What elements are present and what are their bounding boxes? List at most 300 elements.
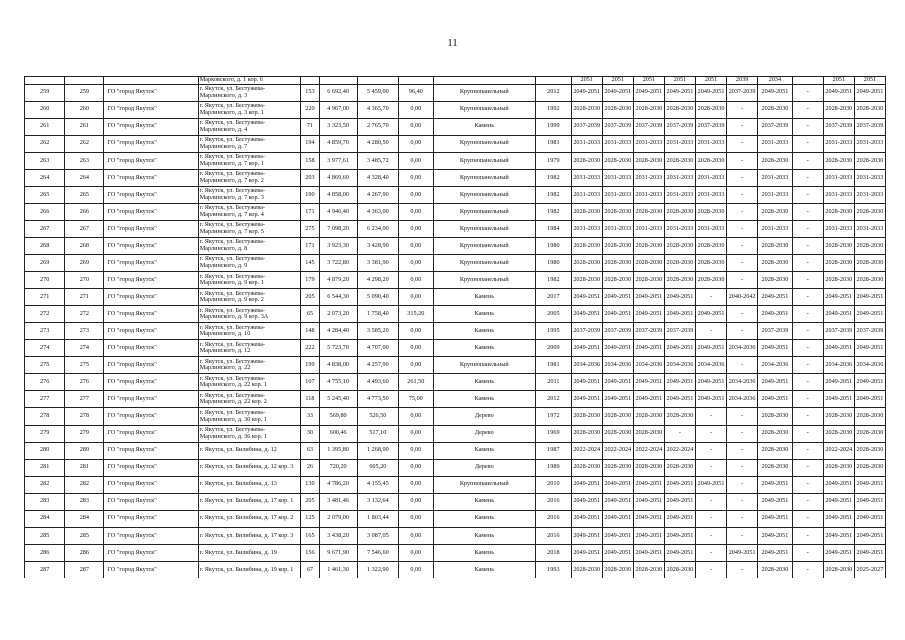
build-year-cell: 1981	[536, 135, 572, 152]
work-period-cell: 2049-2051	[823, 544, 854, 561]
apartments-cell: 220	[301, 101, 319, 118]
living-area-cell: 1 803,44	[357, 510, 398, 527]
work-period-cell: 2049-2051	[602, 306, 633, 323]
work-period-cell: 2028-2030	[602, 425, 633, 442]
work-period-cell: 2028-2030	[854, 101, 885, 118]
work-period-cell: 2049-2051	[571, 544, 602, 561]
row-id-cell: 281	[65, 459, 104, 476]
row-id-cell: 279	[65, 425, 104, 442]
wall-material-cell: Дерево	[433, 408, 535, 425]
living-area-cell: 4 773,50	[357, 391, 398, 408]
work-period-cell: 2028-2030	[696, 101, 727, 118]
work-period-cell: 2049-2051	[823, 84, 854, 101]
work-period-cell: 2031-2033	[823, 186, 854, 203]
work-period-cell: 2049-2051	[571, 391, 602, 408]
address-cell: г. Якутск, ул. Бестужева-Марлинского, д. 10	[198, 323, 300, 340]
work-period-cell: -	[792, 425, 823, 442]
nonresidential-area-cell: 261,50	[399, 374, 434, 391]
table-row	[25, 323, 886, 340]
work-period-cell: 2049-2051	[696, 374, 727, 391]
apartments-cell: 165	[301, 527, 319, 544]
work-period-cell: 2049-2051	[823, 306, 854, 323]
work-period-cell: 2031-2033	[823, 135, 854, 152]
work-period-cell: 2028-2030	[823, 152, 854, 169]
nonresidential-area-cell: 0,00	[399, 152, 434, 169]
table-row	[25, 169, 886, 186]
work-period-cell: 2028-2030	[823, 408, 854, 425]
work-period-cell: 2039	[727, 77, 758, 85]
work-period-cell: 2049-2051	[696, 391, 727, 408]
owner-cell: ГО "город Якутск"	[104, 220, 198, 237]
row-id-cell: 259	[65, 84, 104, 101]
owner-cell: ГО "город Якутск"	[104, 306, 198, 323]
work-period-cell: 2034-2036	[758, 357, 793, 374]
work-period-cell: 2049-2051	[758, 391, 793, 408]
row-id-cell: 273	[65, 323, 104, 340]
row-id-cell: 275	[65, 357, 104, 374]
nonresidential-area-cell: 315,20	[399, 306, 434, 323]
table-row	[25, 220, 886, 237]
row-id-cell: 261	[65, 118, 104, 135]
build-year-cell: 2016	[536, 493, 572, 510]
work-period-cell: 2028-2030	[633, 272, 664, 289]
row-id-cell: 277	[65, 391, 104, 408]
wall-material-cell: Крупнопанельный	[433, 186, 535, 203]
living-area-cell: 1 758,40	[357, 306, 398, 323]
work-period-cell	[792, 77, 823, 85]
build-year-cell: 1982	[536, 272, 572, 289]
work-period-cell: 2031-2033	[633, 186, 664, 203]
wall-material-cell: Камень	[433, 527, 535, 544]
owner-cell: ГО "город Якутск"	[104, 357, 198, 374]
address-cell: г. Якутск, ул. Бестужева-Марлинского, д. 8	[198, 238, 300, 255]
nonresidential-area-cell: 0,00	[399, 289, 434, 306]
work-period-cell: 2049-2051	[571, 289, 602, 306]
work-period-cell: 2049-2051	[602, 510, 633, 527]
work-period-cell: 2051	[664, 77, 695, 85]
address-cell: г. Якутск, ул. Билибина, д. 19	[198, 544, 300, 561]
wall-material-cell: Камень	[433, 118, 535, 135]
work-period-cell: -	[727, 152, 758, 169]
work-period-cell: 2049-2051	[571, 527, 602, 544]
row-number-cell: 280	[25, 442, 65, 459]
nonresidential-area-cell: 0,00	[399, 476, 434, 493]
work-period-cell: 2028-2030	[571, 152, 602, 169]
work-period-cell: 2028-2030	[633, 101, 664, 118]
address-cell: г. Якутск, ул. Билибина, д. 19 кор. 1	[198, 561, 300, 578]
row-number-cell: 261	[25, 118, 65, 135]
apartments-cell: 125	[301, 510, 319, 527]
work-period-cell: 2028-2030	[571, 459, 602, 476]
wall-material-cell: Крупнопанельный	[433, 357, 535, 374]
work-period-cell: 2037-2039	[696, 118, 727, 135]
apartments-cell: 194	[301, 135, 319, 152]
work-period-cell: 2037-2039	[633, 323, 664, 340]
nonresidential-area-cell: 0,00	[399, 101, 434, 118]
table-row	[25, 544, 886, 561]
apartments-cell: 275	[301, 220, 319, 237]
living-area-cell: 5 459,00	[357, 84, 398, 101]
table-row	[25, 272, 886, 289]
work-period-cell: 2049-2051	[823, 510, 854, 527]
total-area-cell: 6 544,30	[319, 289, 357, 306]
total-area-cell: 4 946,40	[319, 203, 357, 220]
row-id-cell: 285	[65, 527, 104, 544]
work-period-cell: -	[792, 238, 823, 255]
work-period-cell: -	[792, 408, 823, 425]
work-period-cell: 2049-2051	[664, 493, 695, 510]
work-period-cell: -	[792, 476, 823, 493]
work-period-cell: -	[696, 289, 727, 306]
nonresidential-area-cell: 0,00	[399, 544, 434, 561]
work-period-cell: 2034-2036	[727, 391, 758, 408]
work-period-cell: 2034-2036	[696, 357, 727, 374]
work-period-cell: -	[727, 101, 758, 118]
work-period-cell: -	[792, 84, 823, 101]
total-area-cell: 7 098,20	[319, 220, 357, 237]
work-period-cell: 2028-2030	[823, 561, 854, 578]
work-period-cell: 2028-2030	[758, 425, 793, 442]
work-period-cell: 2049-2051	[854, 476, 885, 493]
work-period-cell: 2031-2033	[602, 135, 633, 152]
work-period-cell: 2031-2033	[854, 186, 885, 203]
work-period-cell: 2028-2030	[823, 459, 854, 476]
wall-material-cell: Крупнопанельный	[433, 476, 535, 493]
apartments-cell: 30	[301, 425, 319, 442]
apartments-cell: 156	[301, 544, 319, 561]
work-period-cell: 2028-2030	[633, 152, 664, 169]
apartments-cell: 203	[301, 169, 319, 186]
work-period-cell: 2028-2030	[758, 272, 793, 289]
work-period-cell: 2049-2051	[758, 476, 793, 493]
work-period-cell: 2049-2051	[571, 374, 602, 391]
build-year-cell: 1984	[536, 220, 572, 237]
work-period-cell: 2037-2039	[571, 323, 602, 340]
apartments-cell: 63	[301, 442, 319, 459]
work-period-cell: 2031-2033	[854, 169, 885, 186]
work-period-cell: 2031-2033	[696, 135, 727, 152]
work-period-cell: 2028-2030	[602, 408, 633, 425]
wall-material-cell: Крупнопанельный	[433, 220, 535, 237]
nonresidential-area-cell: 0,00	[399, 169, 434, 186]
wall-material-cell: Дерево	[433, 425, 535, 442]
owner-cell: ГО "город Якутск"	[104, 272, 198, 289]
table-row	[25, 391, 886, 408]
work-period-cell: 2049-2051	[758, 84, 793, 101]
row-id-cell: 263	[65, 152, 104, 169]
work-period-cell: 2049-2051	[602, 391, 633, 408]
owner-cell: ГО "город Якутск"	[104, 135, 198, 152]
work-period-cell: -	[727, 442, 758, 459]
work-period-cell: 2028-2030	[823, 255, 854, 272]
work-period-cell: 2049-2051	[696, 306, 727, 323]
apartments-cell: 107	[301, 374, 319, 391]
work-period-cell: 2031-2033	[758, 135, 793, 152]
work-period-cell: 2049-2051	[602, 374, 633, 391]
work-period-cell: 2028-2030	[633, 238, 664, 255]
work-period-cell: 2028-2030	[854, 152, 885, 169]
work-period-cell: 2049-2051	[854, 84, 885, 101]
row-id-cell: 266	[65, 203, 104, 220]
owner-cell: ГО "город Якутск"	[104, 391, 198, 408]
wall-material-cell: Камень	[433, 323, 535, 340]
owner-cell: ГО "город Якутск"	[104, 425, 198, 442]
build-year-cell: 1980	[536, 238, 572, 255]
work-period-cell: 2028-2030	[823, 425, 854, 442]
build-year-cell: 2012	[536, 84, 572, 101]
work-period-cell: 2028-2030	[633, 203, 664, 220]
work-period-cell: 2037-2039	[758, 118, 793, 135]
work-period-cell: 2028-2030	[571, 561, 602, 578]
row-number-cell: 271	[25, 289, 65, 306]
work-period-cell: -	[727, 510, 758, 527]
total-area-cell: 569,80	[319, 408, 357, 425]
living-area-cell: 517,10	[357, 425, 398, 442]
work-period-cell: 2049-2051	[758, 289, 793, 306]
work-period-cell: 2034-2036	[664, 357, 695, 374]
table-row	[25, 118, 886, 135]
work-period-cell: 2049-2051	[758, 374, 793, 391]
table-row	[25, 186, 886, 203]
work-period-cell: 2049-2051	[633, 391, 664, 408]
row-id-cell: 260	[65, 101, 104, 118]
living-area-cell: 3 485,72	[357, 152, 398, 169]
row-number-cell: 276	[25, 374, 65, 391]
nonresidential-area-cell: 0,00	[399, 255, 434, 272]
nonresidential-area-cell: 0,00	[399, 135, 434, 152]
wall-material-cell: Крупнопанельный	[433, 203, 535, 220]
page-number: 11	[447, 37, 458, 49]
work-period-cell: 2028-2030	[758, 152, 793, 169]
apartments-cell: 145	[301, 255, 319, 272]
work-period-cell: -	[696, 561, 727, 578]
row-number-cell: 287	[25, 561, 65, 578]
apartments-cell: 33	[301, 408, 319, 425]
work-period-cell: 2049-2051	[633, 374, 664, 391]
apartments-cell: 65	[301, 306, 319, 323]
work-period-cell: 2028-2030	[571, 272, 602, 289]
total-area-cell: 3 438,20	[319, 527, 357, 544]
apartments-cell: 148	[301, 323, 319, 340]
work-period-cell: 2022-2024	[823, 442, 854, 459]
work-period-cell: 2049-2051	[664, 306, 695, 323]
work-period-cell: 2031-2033	[664, 135, 695, 152]
work-period-cell: 2031-2033	[602, 220, 633, 237]
work-period-cell: 2034-2036	[602, 357, 633, 374]
build-year-cell: 2011	[536, 374, 572, 391]
work-period-cell: 2031-2033	[696, 220, 727, 237]
total-area-cell: 5 245,40	[319, 391, 357, 408]
work-period-cell: 2049-2051	[571, 493, 602, 510]
work-period-cell: 2049-2051	[823, 527, 854, 544]
work-period-cell: 2049-2051	[664, 84, 695, 101]
table-row	[25, 493, 886, 510]
living-area-cell: 3 428,90	[357, 238, 398, 255]
wall-material-cell: Крупнопанельный	[433, 255, 535, 272]
row-number-cell: 279	[25, 425, 65, 442]
build-year-cell: 2018	[536, 544, 572, 561]
table-row	[25, 340, 886, 357]
work-period-cell: -	[727, 203, 758, 220]
nonresidential-area-cell: 0,00	[399, 340, 434, 357]
nonresidential-area-cell: 0,00	[399, 357, 434, 374]
total-area-cell: 2 073,20	[319, 306, 357, 323]
nonresidential-area-cell: 0,00	[399, 220, 434, 237]
living-area-cell: 4 280,50	[357, 135, 398, 152]
work-period-cell: -	[727, 493, 758, 510]
work-period-cell: 2028-2030	[758, 459, 793, 476]
wall-material-cell: Дерево	[433, 459, 535, 476]
address-cell: г. Якутск, ул. Бестужева-Марлинского, д. 7	[198, 135, 300, 152]
owner-cell: ГО "город Якутск"	[104, 476, 198, 493]
address-cell: г. Якутск, ул. Бестужева-Марлинского, д. 9 кор. 3А	[198, 306, 300, 323]
work-period-cell: 2049-2051	[602, 84, 633, 101]
row-number-cell: 269	[25, 255, 65, 272]
work-period-cell: 2028-2030	[758, 203, 793, 220]
living-area-cell: 4 363,00	[357, 203, 398, 220]
row-id-cell: 271	[65, 289, 104, 306]
total-area-cell: 4 838,00	[319, 357, 357, 374]
wall-material-cell: Камень	[433, 493, 535, 510]
owner-cell: ГО "город Якутск"	[104, 561, 198, 578]
table-row	[25, 135, 886, 152]
work-period-cell: -	[727, 220, 758, 237]
work-period-cell: 2028-2030	[854, 442, 885, 459]
work-period-cell: 2028-2030	[696, 238, 727, 255]
work-period-cell: 2028-2030	[854, 425, 885, 442]
row-number-cell: 284	[25, 510, 65, 527]
work-period-cell: -	[792, 255, 823, 272]
work-period-cell: 2031-2033	[823, 220, 854, 237]
work-period-cell: 2049-2051	[571, 340, 602, 357]
work-period-cell: 2022-2024	[664, 442, 695, 459]
work-period-cell: 2049-2051	[602, 476, 633, 493]
row-id-cell: 269	[65, 255, 104, 272]
row-number-cell: 266	[25, 203, 65, 220]
work-period-cell: 2049-2051	[602, 289, 633, 306]
work-period-cell: 2028-2030	[571, 203, 602, 220]
table-row	[25, 374, 886, 391]
row-id-cell: 287	[65, 561, 104, 578]
work-period-cell: 2028-2030	[633, 255, 664, 272]
address-cell: г. Якутск, ул. Бестужева-Марлинского, д. 36 кор. 1	[198, 425, 300, 442]
work-period-cell: -	[696, 527, 727, 544]
owner-cell: ГО "город Якутск"	[104, 323, 198, 340]
work-period-cell: 2051	[854, 77, 885, 85]
work-period-cell: 2031-2033	[758, 220, 793, 237]
work-period-cell: 2028-2030	[664, 152, 695, 169]
work-period-cell: 2028-2030	[602, 152, 633, 169]
work-period-cell: 2028-2030	[633, 459, 664, 476]
wall-material-cell: Крупнопанельный	[433, 152, 535, 169]
work-period-cell: 2049-2051	[758, 544, 793, 561]
work-period-cell: -	[696, 408, 727, 425]
work-period-cell: 2028-2030	[758, 101, 793, 118]
work-period-cell: 2040-2042	[727, 289, 758, 306]
work-period-cell: 2049-2051	[696, 340, 727, 357]
work-period-cell: 2028-2030	[758, 561, 793, 578]
nonresidential-area-cell: 96,40	[399, 84, 434, 101]
build-year-cell: 2009	[536, 340, 572, 357]
work-period-cell: 2028-2030	[664, 408, 695, 425]
work-period-cell: 2049-2051	[571, 306, 602, 323]
work-period-cell: 2049-2051	[854, 374, 885, 391]
work-period-cell: -	[792, 561, 823, 578]
work-period-cell: 2049-2051	[727, 544, 758, 561]
address-cell: г. Якутск, ул. Бестужева-Марлинского, д. 12	[198, 340, 300, 357]
table-body	[25, 77, 886, 578]
work-period-cell: 2031-2033	[696, 169, 727, 186]
table-row-continued	[25, 77, 886, 85]
work-period-cell: 2049-2051	[854, 510, 885, 527]
nonresidential-area-cell: 0,00	[399, 186, 434, 203]
work-period-cell: 2022-2024	[571, 442, 602, 459]
work-period-cell: 2049-2051	[633, 476, 664, 493]
row-id-cell: 282	[65, 476, 104, 493]
work-period-cell: 2049-2051	[758, 493, 793, 510]
row-id-cell: 272	[65, 306, 104, 323]
work-period-cell: 2049-2051	[602, 340, 633, 357]
work-period-cell: 2037-2039	[854, 118, 885, 135]
owner-cell: ГО "город Якутск"	[104, 374, 198, 391]
row-id-cell: 274	[65, 340, 104, 357]
address-cell: г. Якутск, ул. Билибина, д. 17 кор. 2	[198, 510, 300, 527]
work-period-cell: 2031-2033	[758, 186, 793, 203]
apartments-cell: 71	[301, 118, 319, 135]
work-period-cell: 2049-2051	[633, 527, 664, 544]
work-period-cell: -	[727, 323, 758, 340]
work-period-cell: 2049-2051	[823, 391, 854, 408]
owner-cell: ГО "город Якутск"	[104, 255, 198, 272]
work-period-cell: -	[696, 493, 727, 510]
address-cell: г. Якутск, ул. Бестужева-Марлинского, д. 22 кор. 1	[198, 374, 300, 391]
apartments-cell: 67	[301, 561, 319, 578]
living-area-cell: 1 268,00	[357, 442, 398, 459]
total-area-cell: 1 395,80	[319, 442, 357, 459]
work-period-cell: -	[727, 306, 758, 323]
work-period-cell: 2049-2051	[571, 84, 602, 101]
work-period-cell: 2028-2030	[823, 101, 854, 118]
living-area-cell: 4 365,70	[357, 101, 398, 118]
table-row	[25, 442, 886, 459]
table-row	[25, 152, 886, 169]
build-year-cell: 2017	[536, 289, 572, 306]
work-period-cell: 2049-2051	[696, 476, 727, 493]
work-period-cell: 2049-2051	[823, 493, 854, 510]
work-period-cell: 2031-2033	[633, 169, 664, 186]
living-area-cell: 4 707,00	[357, 340, 398, 357]
living-area-cell: 6 234,00	[357, 220, 398, 237]
row-number-cell: 275	[25, 357, 65, 374]
row-number-cell: 262	[25, 135, 65, 152]
work-period-cell: -	[792, 323, 823, 340]
apartments-cell: 171	[301, 203, 319, 220]
total-area-cell: 4 284,40	[319, 323, 357, 340]
owner-cell: ГО "город Якутск"	[104, 84, 198, 101]
total-area-cell: 4 755,10	[319, 374, 357, 391]
build-year-cell: 1979	[536, 152, 572, 169]
build-year-cell: 1982	[536, 186, 572, 203]
living-area-cell: 4 328,40	[357, 169, 398, 186]
build-year-cell: 1989	[536, 459, 572, 476]
table-row	[25, 357, 886, 374]
living-area-cell: 1 322,90	[357, 561, 398, 578]
total-area-cell: 3 923,30	[319, 238, 357, 255]
apartments-cell: 179	[301, 272, 319, 289]
work-period-cell: 2028-2030	[602, 255, 633, 272]
row-number-cell: 263	[25, 152, 65, 169]
row-number-cell: 267	[25, 220, 65, 237]
